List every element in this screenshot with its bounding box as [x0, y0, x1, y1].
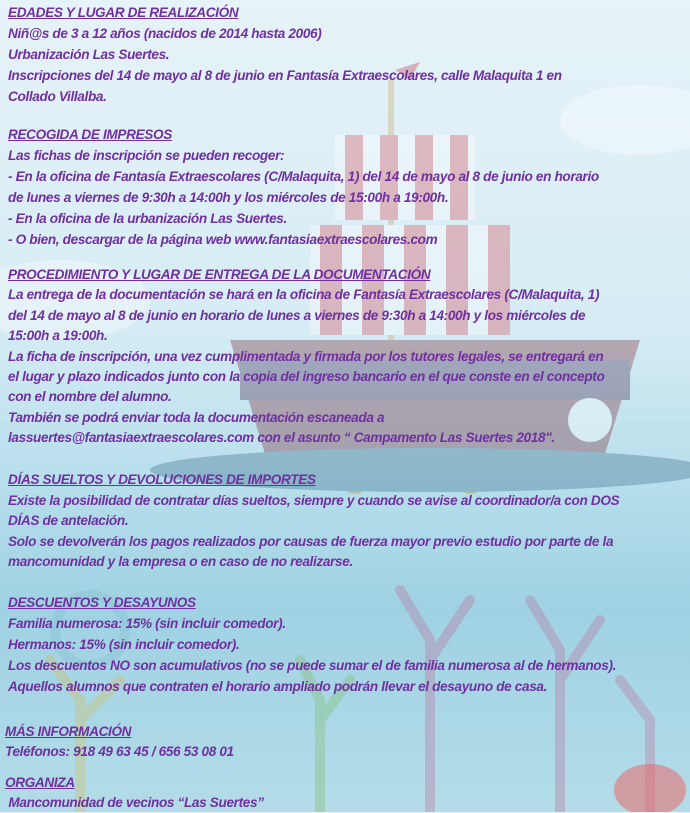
organizer-name: Mancomunidad de vecinos “Las Suertes” [5, 795, 264, 810]
section-discounts-breakfast [8, 592, 616, 697]
section-heading: EDADES Y LUGAR DE REALIZACIÓN [8, 5, 239, 20]
text-line: mancomunidad y la empresa o en caso de no realizarse. [8, 554, 353, 569]
text-line: 15:00h a 19:00h. [8, 328, 108, 344]
section-heading: MÁS INFORMACIÓN [5, 724, 132, 739]
section-form-collection [8, 124, 599, 250]
text-line: Urbanización Las Suertes. [8, 47, 170, 62]
email-text-line: lassuertes@fantasiaextraescolares.com con el asunto “ Campamento Las Suertes 2018". [8, 430, 555, 446]
text-line: - O bien, descargar de la página web www.fantasiaextraescolares.com [8, 232, 438, 247]
phone-numbers: Teléfonos: 918 49 63 45 / 656 53 08 01 [5, 744, 234, 759]
text-line: el lugar y plazo indicados junto con la copia del ingreso bancario en el que conste en el concepto [8, 368, 605, 384]
text-line: Solo se devolverán los pagos realizados por causas de fuerza mayor previo estudio por parte de la [8, 533, 614, 549]
text-line: Collado Villalba. [8, 89, 107, 104]
text-line: DÍAS de antelación. [8, 513, 129, 528]
text-line: Familia numerosa: 15% (sin incluir comedor). [8, 616, 286, 631]
text-line: - En la oficina de Fantasía Extraescolares (C/Malaquita, 1) del 14 de mayo al 8 de junio en horario [8, 169, 599, 184]
text-line: También se podrá enviar toda la documentación escaneada a [8, 409, 385, 425]
text-line: Las fichas de inscripción se pueden recoger: [8, 148, 285, 163]
section-heading: DÍAS SUELTOS Y DEVOLUCIONES DE IMPORTES [8, 472, 316, 487]
text-line: Existe la posibilidad de contratar días sueltos, siempre y cuando se avise al coordinador/a con DOS [8, 492, 620, 508]
text-line: Hermanos: 15% (sin incluir comedor). [8, 637, 240, 652]
section-heading: PROCEDIMIENTO Y LUGAR DE ENTREGA DE LA DOCUMENTACIÓN [8, 267, 431, 282]
text-line: Aquellos alumnos que contraten el horario ampliado podrán llevar el desayuno de casa. [8, 679, 548, 694]
section-single-days-refunds [8, 470, 619, 573]
text-line: con el nombre del alumno. [8, 389, 172, 405]
section-ages-location [8, 2, 562, 107]
text-line: La entrega de la documentación se hará en la oficina de Fantasía Extraescolares (C/Malaquita, 1) [8, 287, 600, 303]
section-organizer [5, 773, 264, 813]
text-line: - En la oficina de la urbanización Las Suertes. [8, 211, 287, 226]
text-line: de lunes a viernes de 9:30h a 14:00h y los miércoles de 15:00h a 19:00h. [8, 190, 449, 205]
text-line: Niñ@s de 3 a 12 años (nacidos de 2014 hasta 2006) [8, 26, 322, 41]
text-line: La ficha de inscripción, una vez cumplimentada y firmada por los tutores legales, se entregará en [8, 348, 604, 364]
section-heading: ORGANIZA [5, 775, 75, 790]
section-document-delivery [8, 265, 604, 449]
section-heading: DESCUENTOS Y DESAYUNOS [8, 595, 196, 610]
text-line: Los descuentos NO son acumulativos (no se puede sumar el de familia numerosa al de hermanos). [8, 658, 617, 673]
section-heading: RECOGIDA DE IMPRESOS [8, 127, 172, 142]
section-more-info [5, 722, 234, 762]
text-line: Inscripciones del 14 de mayo al 8 de junio en Fantasía Extraescolares, calle Malaquita 1 en [8, 68, 562, 83]
text-line: del 14 de mayo al 8 de junio en horario de lunes a viernes de 9:30h a 14:00h y los miércoles de [8, 307, 586, 323]
